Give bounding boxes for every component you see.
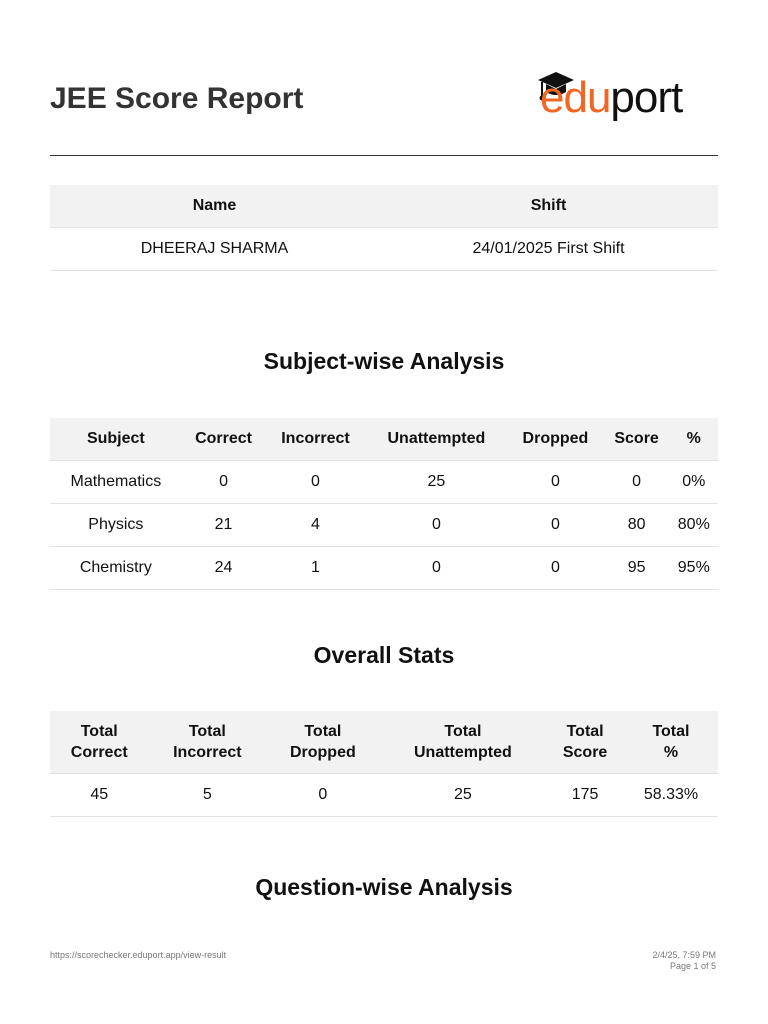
table-cell: 0 <box>604 461 670 504</box>
report-header <box>50 70 718 130</box>
footer-datetime: 2/4/25, 7:59 PM <box>652 950 716 960</box>
table-cell: Chemistry <box>50 547 182 590</box>
column-header <box>380 711 547 774</box>
table-cell: 80% <box>670 504 718 547</box>
table-cell: 0 <box>265 461 365 504</box>
table-header-row <box>50 711 718 774</box>
overall-stats-heading: Overall Stats <box>313 642 455 668</box>
table-cell: 0 <box>507 504 603 547</box>
table-header-row <box>50 418 718 461</box>
eduport-logo <box>538 70 718 126</box>
table-cell: 45 <box>50 774 148 817</box>
candidate-name: DHEERAJ SHARMA <box>50 228 379 271</box>
column-header <box>50 711 148 774</box>
footer-meta <box>652 950 716 972</box>
header-line: Incorrect <box>173 744 242 761</box>
header-line: Score <box>562 744 608 761</box>
table-header-row <box>50 185 718 228</box>
header-line: Total <box>566 723 604 740</box>
table-cell: 24 <box>182 547 266 590</box>
column-header: Dropped <box>507 418 603 461</box>
column-header <box>148 711 266 774</box>
table-cell: 0 <box>507 461 603 504</box>
column-header: Score <box>604 418 670 461</box>
table-cell: 0% <box>670 461 718 504</box>
logo-text-port: port <box>610 73 683 122</box>
header-line: Dropped <box>289 744 356 761</box>
table-cell: 0 <box>366 504 508 547</box>
overall-stats-table <box>50 711 718 817</box>
table-row <box>50 228 718 271</box>
table-cell: 1 <box>265 547 365 590</box>
header-line: % <box>663 744 679 761</box>
column-header: Incorrect <box>265 418 365 461</box>
header-line: Total <box>80 723 118 740</box>
page-title: JEE Score Report <box>50 82 304 115</box>
logo-text-edu: edu <box>540 73 611 122</box>
header-line: Total <box>188 723 226 740</box>
table-cell: 0 <box>366 547 508 590</box>
table-cell: 5 <box>148 774 266 817</box>
column-header: Subject <box>50 418 182 461</box>
column-header: Correct <box>182 418 266 461</box>
table-row <box>50 504 718 547</box>
column-header: Unattempted <box>366 418 508 461</box>
question-analysis-heading: Question-wise Analysis <box>255 874 513 900</box>
header-line: Total <box>444 723 482 740</box>
table-cell: Mathematics <box>50 461 182 504</box>
table-cell: 25 <box>380 774 547 817</box>
table-cell: 25 <box>366 461 508 504</box>
header-divider <box>50 155 718 156</box>
table-cell: 175 <box>546 774 624 817</box>
column-header: % <box>670 418 718 461</box>
table-row <box>50 547 718 590</box>
table-cell: 0 <box>507 547 603 590</box>
column-header <box>266 711 379 774</box>
table-cell: 95 <box>604 547 670 590</box>
subject-analysis-table <box>50 418 718 590</box>
header-line: Correct <box>70 744 128 761</box>
subject-analysis-heading: Subject-wise Analysis <box>263 348 505 374</box>
footer-page-number: Page 1 of 5 <box>669 961 716 971</box>
table-row <box>50 461 718 504</box>
header-line: Unattempted <box>413 744 512 761</box>
shift-header: Shift <box>379 185 718 228</box>
table-cell: 0 <box>266 774 379 817</box>
table-cell: Physics <box>50 504 182 547</box>
column-header <box>546 711 624 774</box>
table-cell: 0 <box>182 461 266 504</box>
table-row <box>50 774 718 817</box>
candidate-shift: 24/01/2025 First Shift <box>379 228 718 271</box>
name-header: Name <box>50 185 379 228</box>
table-cell: 21 <box>182 504 266 547</box>
footer-url: https://scorechecker.eduport.app/view-result <box>50 950 227 960</box>
header-line: Total <box>652 723 690 740</box>
table-cell: 95% <box>670 547 718 590</box>
candidate-info-table <box>50 185 718 271</box>
table-cell: 58.33% <box>624 774 718 817</box>
header-line: Total <box>304 723 342 740</box>
column-header <box>624 711 718 774</box>
table-cell: 80 <box>604 504 670 547</box>
table-cell: 4 <box>265 504 365 547</box>
